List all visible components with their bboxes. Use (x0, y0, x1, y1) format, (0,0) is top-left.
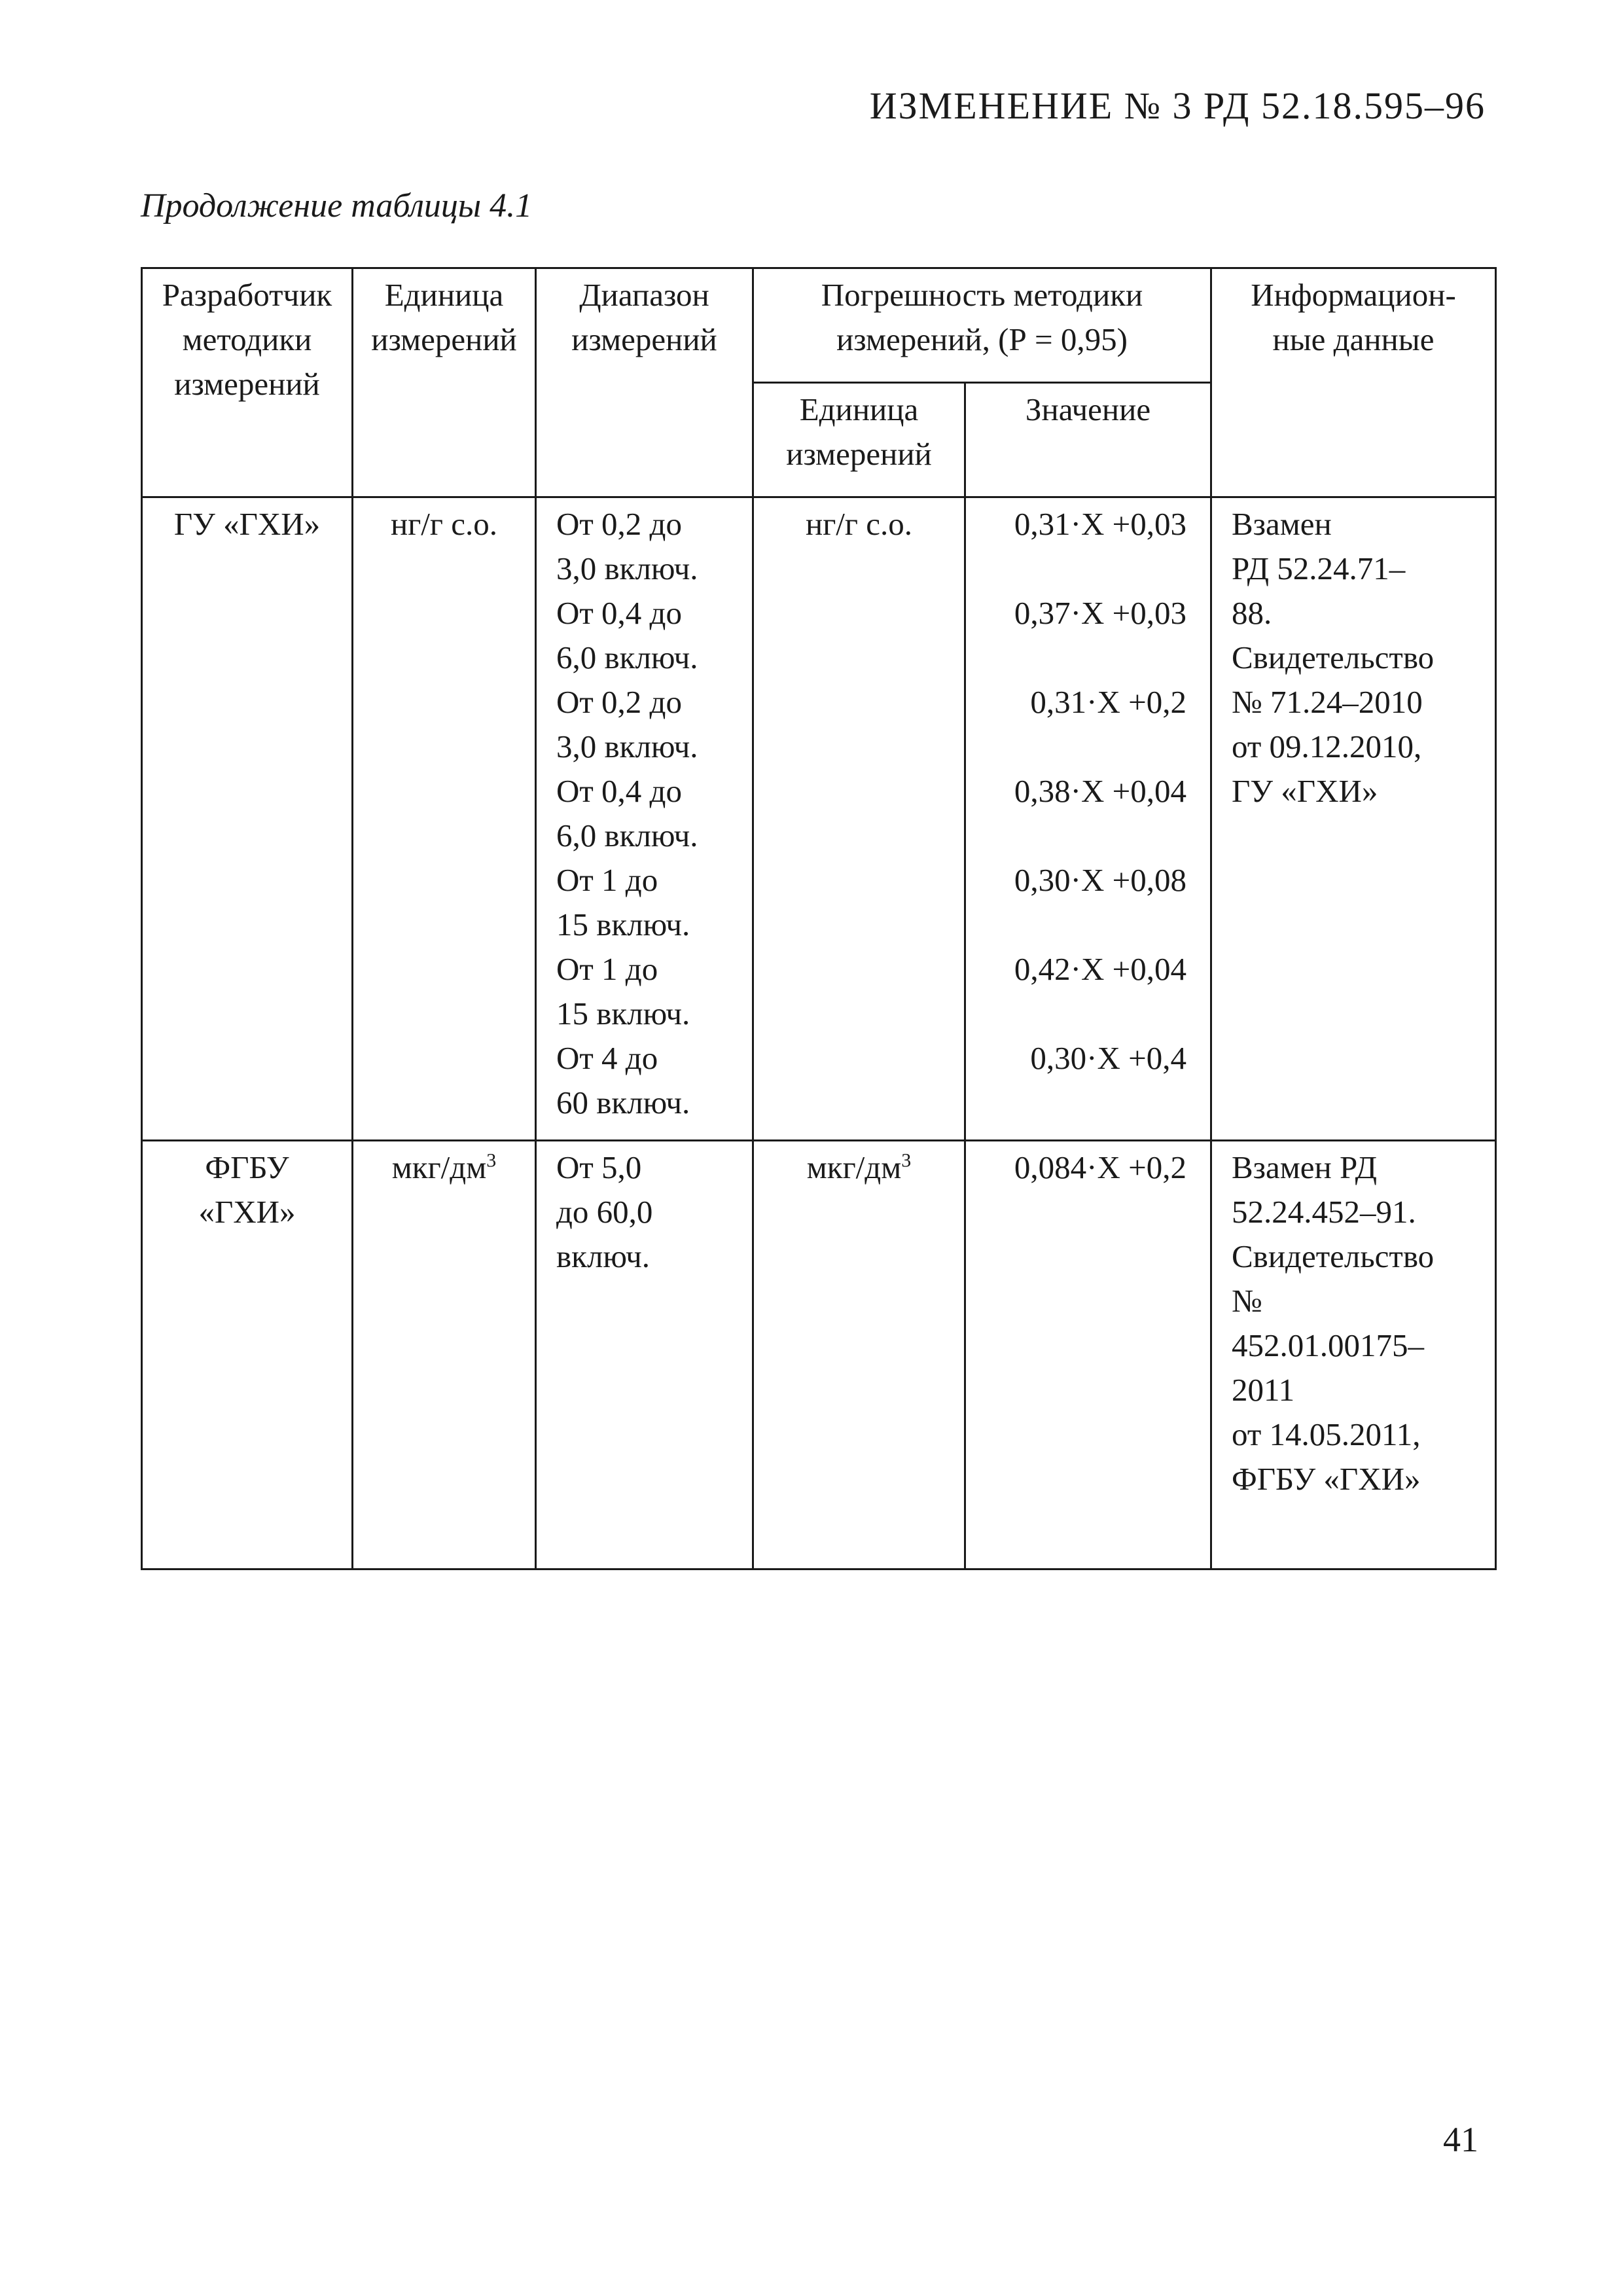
error-value-cell: 0,31·X +0,03 0,37·X +0,03 0,31·X +0,2 0,38·X +0,04 0,30·X +0,08 0,42·X +0,04 0,30·X +0,4 (965, 497, 1211, 1141)
range-cell: От 5,0 до 60,0 включ. (536, 1141, 753, 1570)
range-cell: От 0,2 до 3,0 включ. От 0,4 до 6,0 включ. От 0,2 до 3,0 включ. От 0,4 до 6,0 включ. От 1 до 15 включ. От 1 до 15 включ. От 4 до 60 включ. (536, 497, 753, 1141)
header-unit: Единица измерений (353, 268, 536, 497)
table-row (142, 1141, 1496, 1570)
header-developer: Разработчик методики измерений (142, 268, 353, 497)
table-caption: Продолжение таблицы 4.1 (141, 187, 533, 224)
info-cell: Взамен РД 52.24.452–91. Свидетельство № 452.01.00175– 2011 от 14.05.2011, ФГБУ «ГХИ» (1211, 1141, 1496, 1570)
unit-cell: нг/г с.о. (353, 497, 536, 1141)
developer-cell: ГУ «ГХИ» (142, 497, 353, 1141)
page-number: 41 (1443, 2120, 1478, 2159)
header-range: Диапазон измерений (536, 268, 753, 497)
unit-cell: мкг/$дм^3$ (353, 1141, 536, 1570)
header-error: Погрешность методики измерений, (Р = 0,95) (753, 268, 1211, 383)
header-info: Информацион- ные данные (1211, 268, 1496, 497)
error-value-cell: 0,084·X +0,2 (965, 1141, 1211, 1570)
info-cell: Взамен РД 52.24.71– 88. Свидетельство № 71.24–2010 от 09.12.2010, ГУ «ГХИ» (1211, 497, 1496, 1141)
table-row (142, 497, 1496, 1141)
document-header: ИЗМЕНЕНИЕ № 3 РД 52.18.595–96 (869, 84, 1486, 127)
developer-cell: ФГБУ «ГХИ» (142, 1141, 353, 1570)
data-table (141, 267, 1497, 1570)
header-error-value: Значение (965, 383, 1211, 497)
error-unit-cell: мкг/$дм^3$ (753, 1141, 965, 1570)
error-unit-cell: нг/г с.о. (753, 497, 965, 1141)
header-error-unit: Единица измерений (753, 383, 965, 497)
